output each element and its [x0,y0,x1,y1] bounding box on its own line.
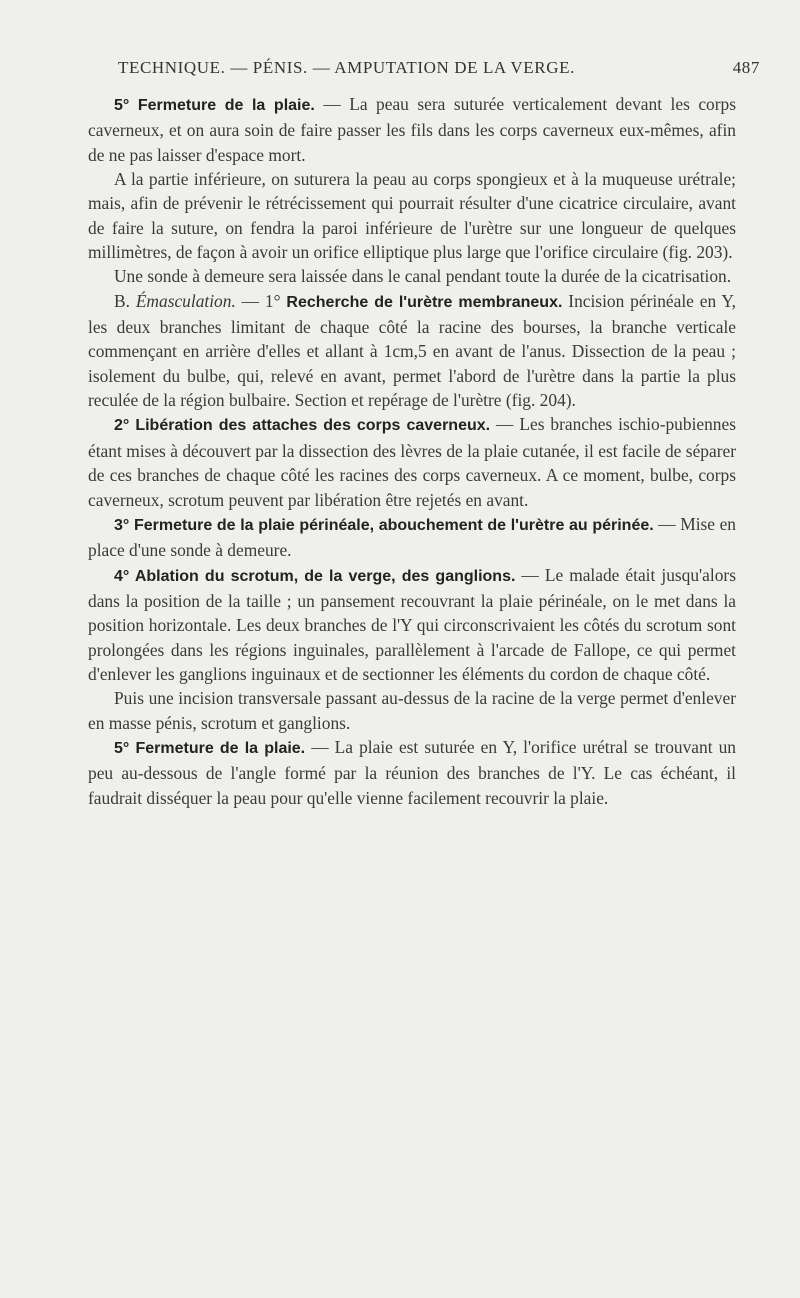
section-heading: 5° Fermeture de la plaie. [114,739,306,757]
paragraph-text: — Le malade était jusqu'alors dans la position de la taille ; un pansement recouvrant la plaie périnéale, on le met dans la position horizontale. Les deux branches de l'Y qui circonscrivaient les côtés du scrotum sont prolongées dans les régions inguinales, parallèlement à l'arcade de Fallope, ce qui permet d'enlever les ganglions inguinaux et de sectionner les éléments du cordon de chaque côté. [88,564,736,684]
paragraph-text: Incision périnéale en Y, les deux branches limitant de chaque côté la racine des bourses, la branche verticale commençant en arrière d'elles et allant à 1cm,5 en avant de l'anus. Dissection de la peau ; isolement du bulbe, qui, relevé en avant, permet l'abord de l'urètre dans la partie la plus reculée de la région bulbaire. Section et repérage de l'urètre (fig. 204). [88,290,737,411]
section-heading: 3° Fermeture de la plaie périnéale, abouchement de l'urètre au périnée. [114,516,654,534]
paragraph [88,563,736,687]
paragraph [88,92,736,167]
section-letter: B. [114,290,136,311]
paragraph [88,167,736,264]
paragraph [88,289,736,413]
paragraph-text: — La peau sera suturée verticalement devant les corps caverneux, et on aura soin de faire passer les fils dans les corps caverneux eux-mêmes, afin de ne pas laisser d'espace mort. [88,94,736,165]
paragraph-text: — Mise en place d'une sonde à demeure. [88,513,736,561]
section-heading: 2° Libération des attaches des corps caverneux. [114,417,491,435]
section-heading: 5° Fermeture de la plaie. [114,97,315,114]
paragraph [88,686,736,735]
body-text [88,92,736,810]
paragraph-text: Une sonde à demeure sera laissée dans le canal pendant toute la durée de la cicatrisation. [114,266,732,287]
page-number: 487 [732,58,760,77]
section-title: Émasculation. [135,290,236,311]
paragraph [88,264,736,288]
paragraph-text: — La plaie est suturée en Y, l'orifice urétral se trouvant un peu au-dessous de l'angle formé par la réunion des branches de l'Y. Le cas échéant, il faudrait disséquer la peau pour qu'elle vienne facilement recouvrir la plaie. [88,736,737,808]
running-head-title: TECHNIQUE. — PÉNIS. — AMPUTATION DE LA VERGE. [118,58,575,77]
paragraph-text: A la partie inférieure, on suturera la peau au corps spongieux et à la muqueuse urétrale; mais, afin de prévenir le rétrécissement qui pourrait résulter d'une cicatrice circulaire, avant de faire la suture, on fendra la paroi inférieure de l'urètre sur une longueur de quelques millimètres, de façon à avoir un orifice elliptique plus large que l'orifice circulaire (fig. 203). [88,169,736,263]
paragraph-text: Puis une incision transversale passant au-dessus de la racine de la verge permet d'enlever en masse pénis, scrotum et ganglions. [88,688,736,733]
paragraph-text: — Les branches ischio-pubiennes étant mises à découvert par la dissection des lèvres de la plaie cutanée, il est facile de séparer de ces branches de chaque côté les racines des corps caverneux. A ce moment, bulbe, corps caverneux, scrotum peuvent par libération être rejetés en avant. [88,414,736,510]
paragraph [88,512,736,563]
paragraph [88,735,736,810]
paragraph [88,412,736,511]
running-head [118,58,760,78]
section-heading: Recherche de l'urètre membraneux. [286,293,563,311]
section-heading: 4° Ablation du scrotum, de la verge, des ganglions. [114,567,516,585]
section-dash: — 1° [235,290,287,311]
